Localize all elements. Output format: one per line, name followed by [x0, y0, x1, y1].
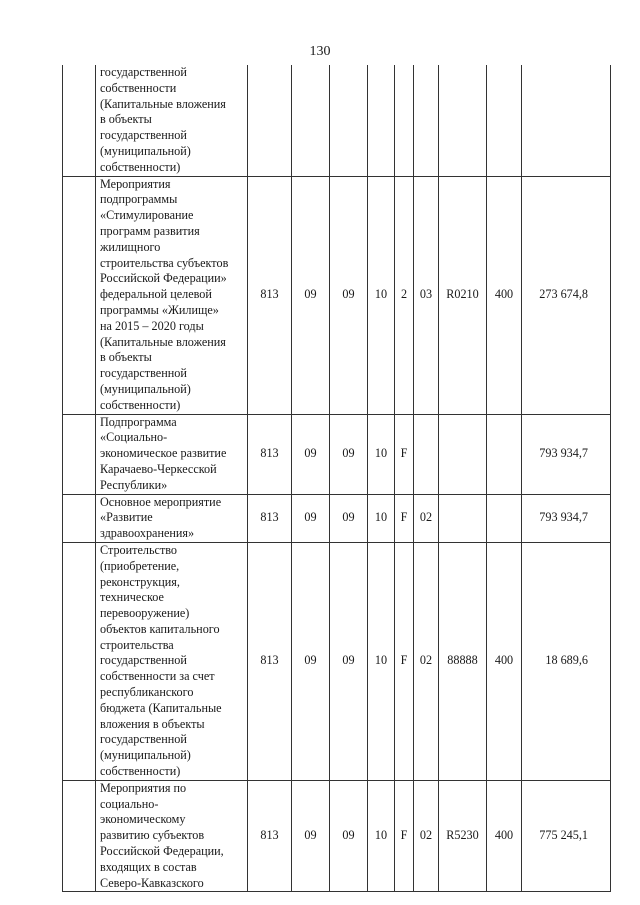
direction-code: R0210 — [439, 176, 487, 414]
empty-cell — [63, 542, 96, 780]
table-row — [63, 780, 611, 892]
ministry-code: 813 — [248, 414, 292, 494]
program-code — [368, 65, 395, 176]
amount — [522, 65, 611, 176]
program-code: 10 — [368, 414, 395, 494]
measure-code: 02 — [414, 494, 439, 542]
direction-code: R5230 — [439, 780, 487, 892]
measure-code: 02 — [414, 780, 439, 892]
measure-code — [414, 65, 439, 176]
subprogram-code: F — [395, 542, 414, 780]
program-code: 10 — [368, 780, 395, 892]
table-row — [63, 494, 611, 542]
subsection-code: 09 — [330, 176, 368, 414]
amount: 775 245,1 — [522, 780, 611, 892]
ministry-code: 813 — [248, 542, 292, 780]
amount: 273 674,8 — [522, 176, 611, 414]
subprogram-code: F — [395, 494, 414, 542]
measure-code: 03 — [414, 176, 439, 414]
section-code: 09 — [292, 494, 330, 542]
page-number: 130 — [309, 44, 331, 59]
table-row — [63, 414, 611, 494]
section-code — [292, 65, 330, 176]
section-code: 09 — [292, 414, 330, 494]
subsection-code: 09 — [330, 414, 368, 494]
direction-code — [439, 65, 487, 176]
subsection-code: 09 — [330, 494, 368, 542]
direction-code — [439, 414, 487, 494]
amount: 18 689,6 — [522, 542, 611, 780]
row-name: Основное мероприятие «Развитие здравоохранения» — [96, 494, 248, 542]
empty-cell — [63, 780, 96, 892]
table-row — [63, 65, 611, 176]
expense-type-code: 400 — [487, 780, 522, 892]
row-name: государственной собственности (Капитальные вложения в объекты государственной (муниципальной) собственности) — [96, 65, 248, 176]
program-code: 10 — [368, 542, 395, 780]
expense-type-code: 400 — [487, 542, 522, 780]
direction-code: 88888 — [439, 542, 487, 780]
section-code: 09 — [292, 176, 330, 414]
section-code: 09 — [292, 542, 330, 780]
amount: 793 934,7 — [522, 494, 611, 542]
amount: 793 934,7 — [522, 414, 611, 494]
subsection-code — [330, 65, 368, 176]
measure-code: 02 — [414, 542, 439, 780]
row-name: Строительство (приобретение, реконструкция, техническое перевооружение) объектов капитального строительства государственной собственности за счет республиканского бюджета (Капитальные вложения в объекты государственной (муниципальной) собственности) — [96, 542, 248, 780]
budget-table — [62, 65, 611, 892]
measure-code — [414, 414, 439, 494]
ministry-code: 813 — [248, 780, 292, 892]
section-code: 09 — [292, 780, 330, 892]
subprogram-code: 2 — [395, 176, 414, 414]
ministry-code — [248, 65, 292, 176]
empty-cell — [63, 414, 96, 494]
subprogram-code: F — [395, 780, 414, 892]
subprogram-code — [395, 65, 414, 176]
expense-type-code — [487, 414, 522, 494]
subsection-code: 09 — [330, 780, 368, 892]
direction-code — [439, 494, 487, 542]
empty-cell — [63, 65, 96, 176]
row-name: Мероприятия по социально- экономическому развитию субъектов Российской Федерации, входящих в состав Северо-Кавказского — [96, 780, 248, 892]
subprogram-code: F — [395, 414, 414, 494]
ministry-code: 813 — [248, 176, 292, 414]
program-code: 10 — [368, 494, 395, 542]
row-name: Подпрограмма «Социально- экономическое развитие Карачаево-Черкесской Республики» — [96, 414, 248, 494]
expense-type-code: 400 — [487, 176, 522, 414]
empty-cell — [63, 494, 96, 542]
row-name: Мероприятия подпрограммы «Стимулирование программ развития жилищного строительства субъектов Российской Федерации» федеральной целевой программы «Жилище» на 2015 – 2020 годы (Капитальные вложения в объекты государственной (муниципальной) собственности) — [96, 176, 248, 414]
program-code: 10 — [368, 176, 395, 414]
expense-type-code — [487, 65, 522, 176]
table-row — [63, 542, 611, 780]
table-row — [63, 176, 611, 414]
empty-cell — [63, 176, 96, 414]
subsection-code: 09 — [330, 542, 368, 780]
ministry-code: 813 — [248, 494, 292, 542]
expense-type-code — [487, 494, 522, 542]
